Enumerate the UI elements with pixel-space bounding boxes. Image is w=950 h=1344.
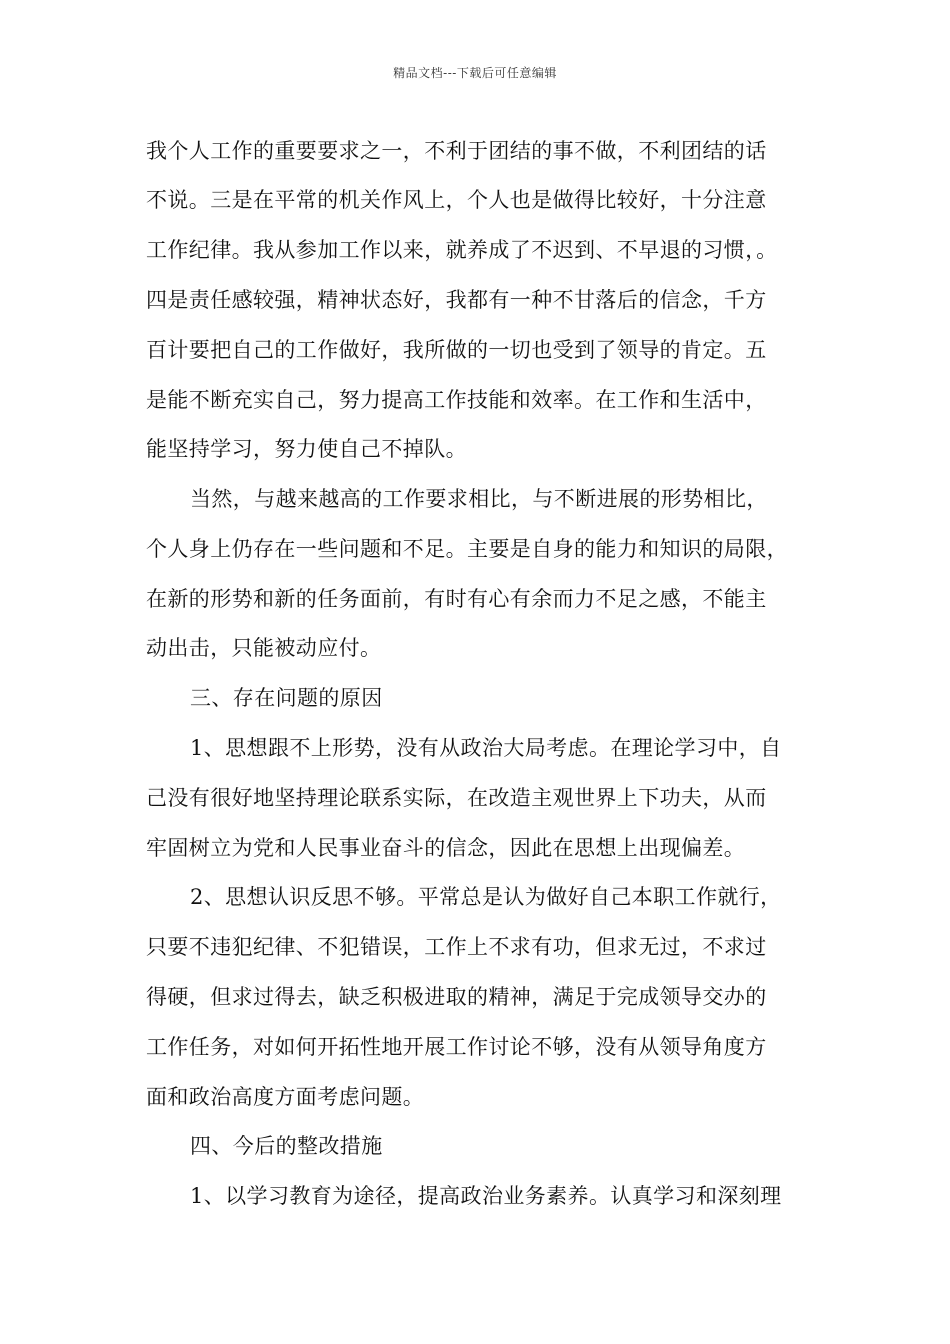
body-line: 己没有很好地坚持理论联系实际，在改造主观世界上下功夫，从而 (146, 786, 767, 810)
body-line: 工作任务，对如何开拓性地开展工作讨论不够，没有从领导角度方 (146, 1035, 767, 1059)
body-line: 在新的形势和新的任务面前，有时有心有余而力不足之感，不能主 (146, 587, 767, 611)
body-line: 四是责任感较强，精神状态好，我都有一种不甘落后的信念，千方 (146, 288, 767, 312)
body-line: 百计要把自己的工作做好，我所做的一切也受到了领导的肯定。五 (146, 338, 767, 362)
body-line: 能坚持学习，努力使自己不掉队。 (146, 437, 467, 461)
section-heading: 三、存在问题的原因 (190, 686, 383, 710)
body-line: 个人身上仍存在一些问题和不足。主要是自身的能力和知识的局限， (146, 537, 788, 561)
paragraph-first-line: 当然，与越来越高的工作要求相比，与不断进展的形势相比， (190, 487, 768, 511)
body-line: 是能不断充实自己，努力提高工作技能和效率。在工作和生活中， (146, 388, 767, 412)
body-line: 不说。三是在平常的机关作风上，个人也是做得比较好，十分注意 (146, 188, 767, 212)
body-line: 面和政治高度方面考虑问题。 (146, 1085, 425, 1109)
body-line: 只要不违犯纪律、不犯错误，工作上不求有功，但求无过，不求过 (146, 935, 767, 959)
paragraph-first-line: 2、思想认识反思不够。平常总是认为做好自己本职工作就行， (190, 885, 782, 909)
body-line: 得硬，但求过得去，缺乏积极进取的精神，满足于完成领导交办的 (146, 985, 767, 1009)
page-header: 精品文档---下载后可任意编辑 (393, 66, 557, 80)
body-line: 动出击，只能被动应付。 (146, 636, 382, 660)
body-line: 我个人工作的重要要求之一，不利于团结的事不做，不利团结的话 (146, 139, 767, 163)
paragraph-first-line: 1、以学习教育为途径，提高政治业务素养。认真学习和深刻理 (190, 1184, 782, 1208)
paragraph-first-line: 1、思想跟不上形势，没有从政治大局考虑。在理论学习中，自 (190, 736, 782, 760)
body-line: 牢固树立为党和人民事业奋斗的信念，因此在思想上出现偏差。 (146, 836, 746, 860)
section-heading: 四、今后的整改措施 (190, 1134, 383, 1158)
body-line: 工作纪律。我从参加工作以来，就养成了不迟到、不早退的习惯，。 (146, 238, 778, 262)
